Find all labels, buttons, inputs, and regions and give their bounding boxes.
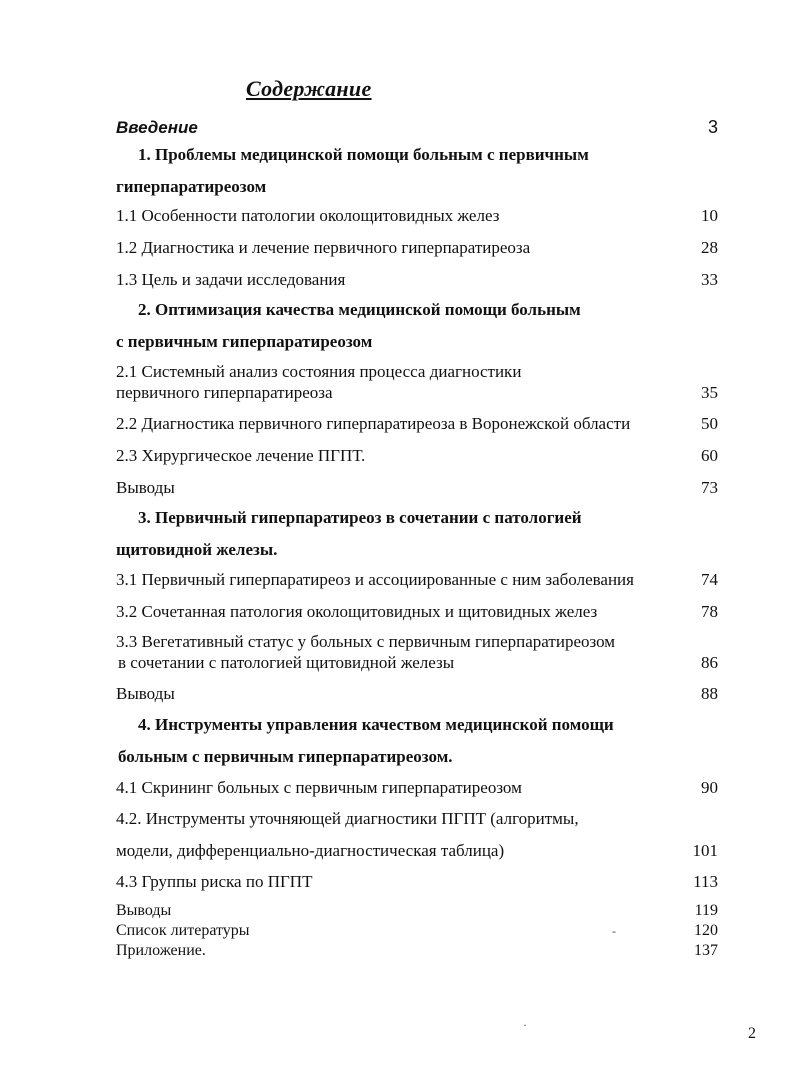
chapter-2-heading-line1: 2. Оптимизация качества медицинской помощи больным <box>138 300 581 319</box>
toc-final-conclusions-page: 119 <box>694 902 718 919</box>
toc-item-2-1-line1: 2.1 Системный анализ состояния процесса диагностики <box>116 362 522 381</box>
toc-references-page: 120 <box>694 922 718 939</box>
toc-chapter-3-conclusions-page: 88 <box>701 684 718 703</box>
toc-chapter-2-conclusions: Выводы <box>116 478 175 497</box>
toc-item-2-3: 2.3 Хирургическое лечение ПГПТ. <box>116 446 366 465</box>
toc-item-1-2-page: 28 <box>701 238 718 257</box>
chapter-3-heading-line2: щитовидной железы. <box>116 540 278 559</box>
toc-chapter-3-conclusions: Выводы <box>116 684 175 703</box>
toc-item-1-3-page: 33 <box>701 270 718 289</box>
toc-item-3-2-page: 78 <box>701 602 718 621</box>
chapter-3-heading-line1: 3. Первичный гиперпаратиреоз в сочетании с патологией <box>138 508 582 527</box>
chapter-4-heading-line2: больным с первичным гиперпаратиреозом. <box>118 747 453 766</box>
toc-item-1-3: 1.3 Цель и задачи исследования <box>116 270 346 289</box>
toc-appendix-page: 137 <box>694 942 718 959</box>
toc-item-3-3-line2: в сочетании с патологией щитовидной железы <box>118 653 455 672</box>
toc-item-4-2-line1: 4.2. Инструменты уточняющей диагностики ПГПТ (алгоритмы, <box>116 809 579 828</box>
toc-item-2-1-page: 35 <box>701 383 718 402</box>
toc-item-2-1-line2: первичного гиперпаратиреоза <box>116 383 333 402</box>
toc-item-4-2-line2: модели, дифференциально-диагностическая таблица) <box>116 841 505 860</box>
toc-item-2-2: 2.2 Диагностика первичного гиперпаратиреоза в Воронежской области <box>116 414 631 433</box>
toc-item-2-2-page: 50 <box>701 414 718 433</box>
scan-artifact-mark: - <box>612 924 616 938</box>
page-number: 2 <box>748 1025 756 1042</box>
scan-artifact-dot: · <box>523 1018 527 1032</box>
toc-item-4-3: 4.3 Группы риска по ПГПТ <box>116 872 313 891</box>
chapter-1-heading-line2: гиперпаратиреозом <box>116 177 267 196</box>
toc-item-1-1-page: 10 <box>701 206 718 225</box>
toc-item-4-1: 4.1 Скрининг больных с первичным гиперпаратиреозом <box>116 778 522 797</box>
chapter-2-heading-line2: с первичным гиперпаратиреозом <box>116 332 373 351</box>
toc-item-3-3-page: 86 <box>701 653 718 672</box>
toc-item-4-1-page: 90 <box>701 778 718 797</box>
toc-item-1-2: 1.2 Диагностика и лечение первичного гиперпаратиреоза <box>116 238 531 257</box>
page-title: Содержание <box>246 76 372 101</box>
toc-item-4-2-page: 101 <box>692 841 718 860</box>
toc-chapter-2-conclusions-page: 73 <box>701 478 718 497</box>
chapter-1-heading-line1: 1. Проблемы медицинской помощи больным с первичным <box>138 145 589 164</box>
toc-item-2-3-page: 60 <box>701 446 718 465</box>
toc-references: Список литературы <box>116 922 250 939</box>
chapter-4-heading-line1: 4. Инструменты управления качеством медицинской помощи <box>138 715 614 734</box>
toc-appendix: Приложение. <box>116 942 206 959</box>
toc-intro-page: 3 <box>707 117 718 137</box>
toc-item-3-1: 3.1 Первичный гиперпаратиреоз и ассоциированные с ним заболевания <box>116 570 634 589</box>
toc-item-3-1-page: 74 <box>701 570 718 589</box>
toc-item-1-1: 1.1 Особенности патологии околощитовидных желез <box>116 206 500 225</box>
toc-final-conclusions: Выводы <box>116 902 172 919</box>
toc-item-3-3-line1: 3.3 Вегетативный статус у больных с первичным гиперпаратиреозом <box>116 632 616 651</box>
toc-intro-label: Введение <box>116 118 198 137</box>
toc-item-4-3-page: 113 <box>693 872 718 891</box>
toc-item-3-2: 3.2 Сочетанная патология околощитовидных и щитовидных желез <box>116 602 598 621</box>
